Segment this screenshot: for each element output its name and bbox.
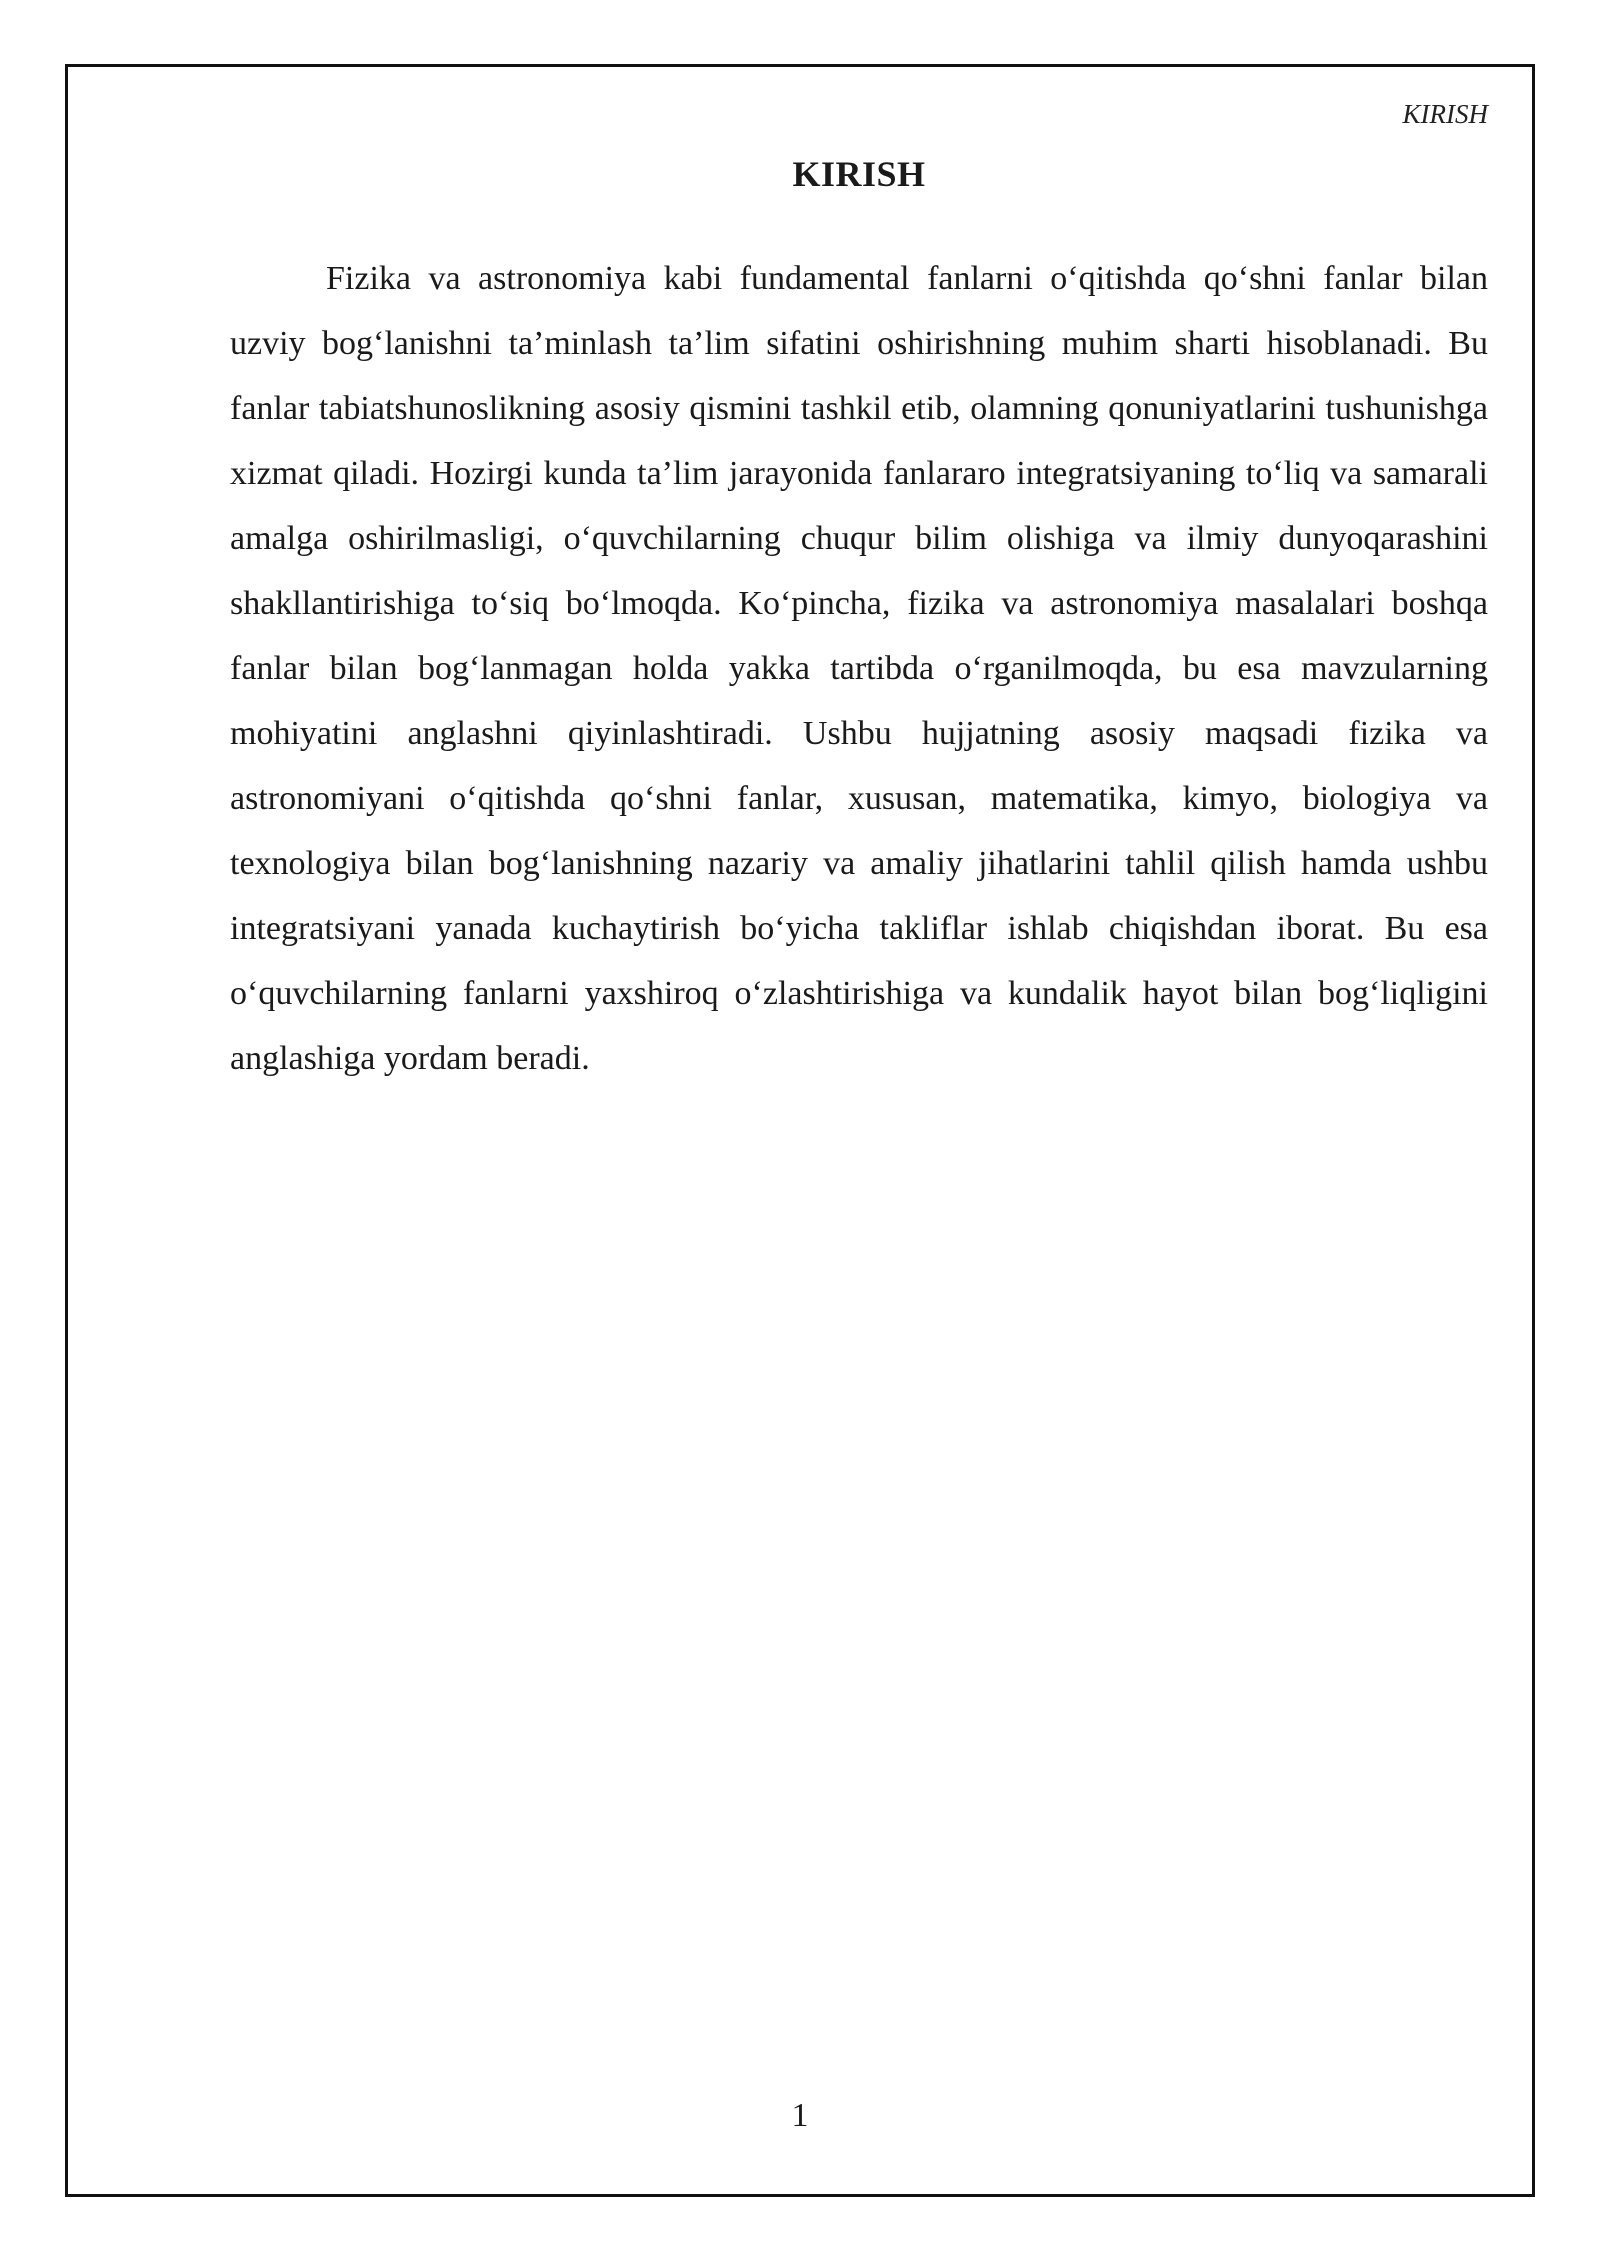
section-title: KIRISH [792, 154, 926, 194]
running-header: KIRISH [1402, 99, 1488, 129]
page-number: 1 [791, 2097, 809, 2134]
body-paragraph: Fizika va astronomiya kabi fundamental fanlarni o‘qitishda qo‘shni fanlar bilan uzviy bog‘lanishni ta’minlash ta’lim sifatini oshirishning muhim sharti hisoblanadi. Bu fanlar tabiatshunoslikning asosiy qismini tashkil etib, olamning qonuniyatlarini tushunishga xizmat qiladi. Hozirgi kunda ta’lim jarayonida fanlararo integratsiyaning to‘liq va samarali amalga oshirilmasligi, o‘quvchilarning chuqur bilim olishiga va ilmiy dunyoqarashini shakllantirishiga to‘siq bo‘lmoqda. Ko‘pincha, fizika va astronomiya masalalari boshqa fanlar bilan bog‘lanmagan holda yakka tartibda o‘rganilmoqda, bu esa mavzularning mohiyatini anglashni qiyinlashtiradi. Ushbu hujjatning asosiy maqsadi fizika va astronomiyani o‘qitishda qo‘shni fanlar, xususan, matematika, kimyo, biologiya va texnologiya bilan bog‘lanishning nazariy va amaliy jihatlarini tahlil qilish hamda ushbu integratsiyani yanada kuchaytirish bo‘yicha takliflar ishlab chiqishdan iborat. Bu esa o‘quvchilarning fanlarni yaxshiroq o‘zlashtirishiga va kundalik hayot bilan bog‘liqligini anglashiga yordam beradi. [230, 260, 1488, 1077]
